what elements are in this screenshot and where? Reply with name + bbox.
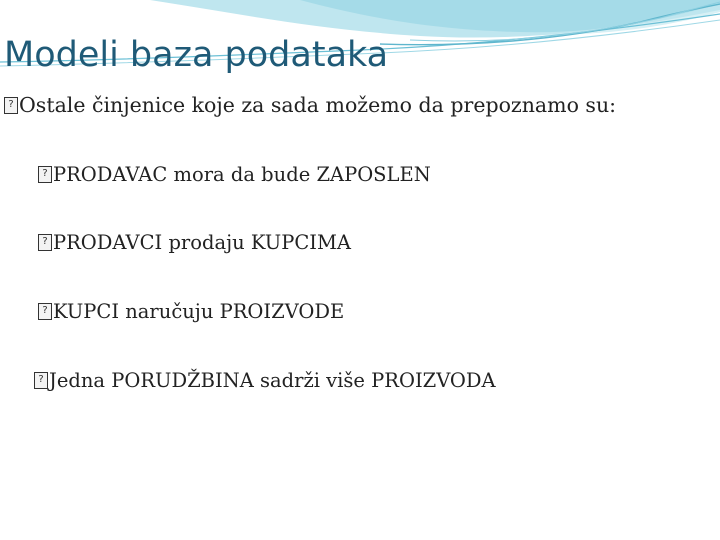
missing-glyph-box-icon [4, 97, 18, 114]
list-item-text: KUPCI naručuju PROIZVODE [53, 300, 345, 323]
missing-glyph-box-icon [34, 372, 48, 389]
missing-glyph-box-icon [38, 166, 52, 183]
list-item-text: PRODAVCI prodaju KUPCIMA [53, 231, 351, 254]
slide-title: Modeli baza podataka [4, 35, 389, 75]
list-item-text: PRODAVAC mora da bude ZAPOSLEN [53, 163, 431, 186]
list-item-text: Jedna PORUDŽBINA sadrži više PROIZVODA [49, 369, 496, 392]
missing-glyph-box-icon [38, 234, 52, 251]
missing-glyph-box-icon [38, 303, 52, 320]
intro-line [4, 95, 616, 116]
list-item [38, 302, 344, 322]
intro-text: Ostale činjenice koje za sada možemo da prepoznamo su: [19, 93, 617, 117]
list-item [38, 165, 431, 185]
list-item [38, 233, 351, 253]
list-item [34, 371, 496, 391]
